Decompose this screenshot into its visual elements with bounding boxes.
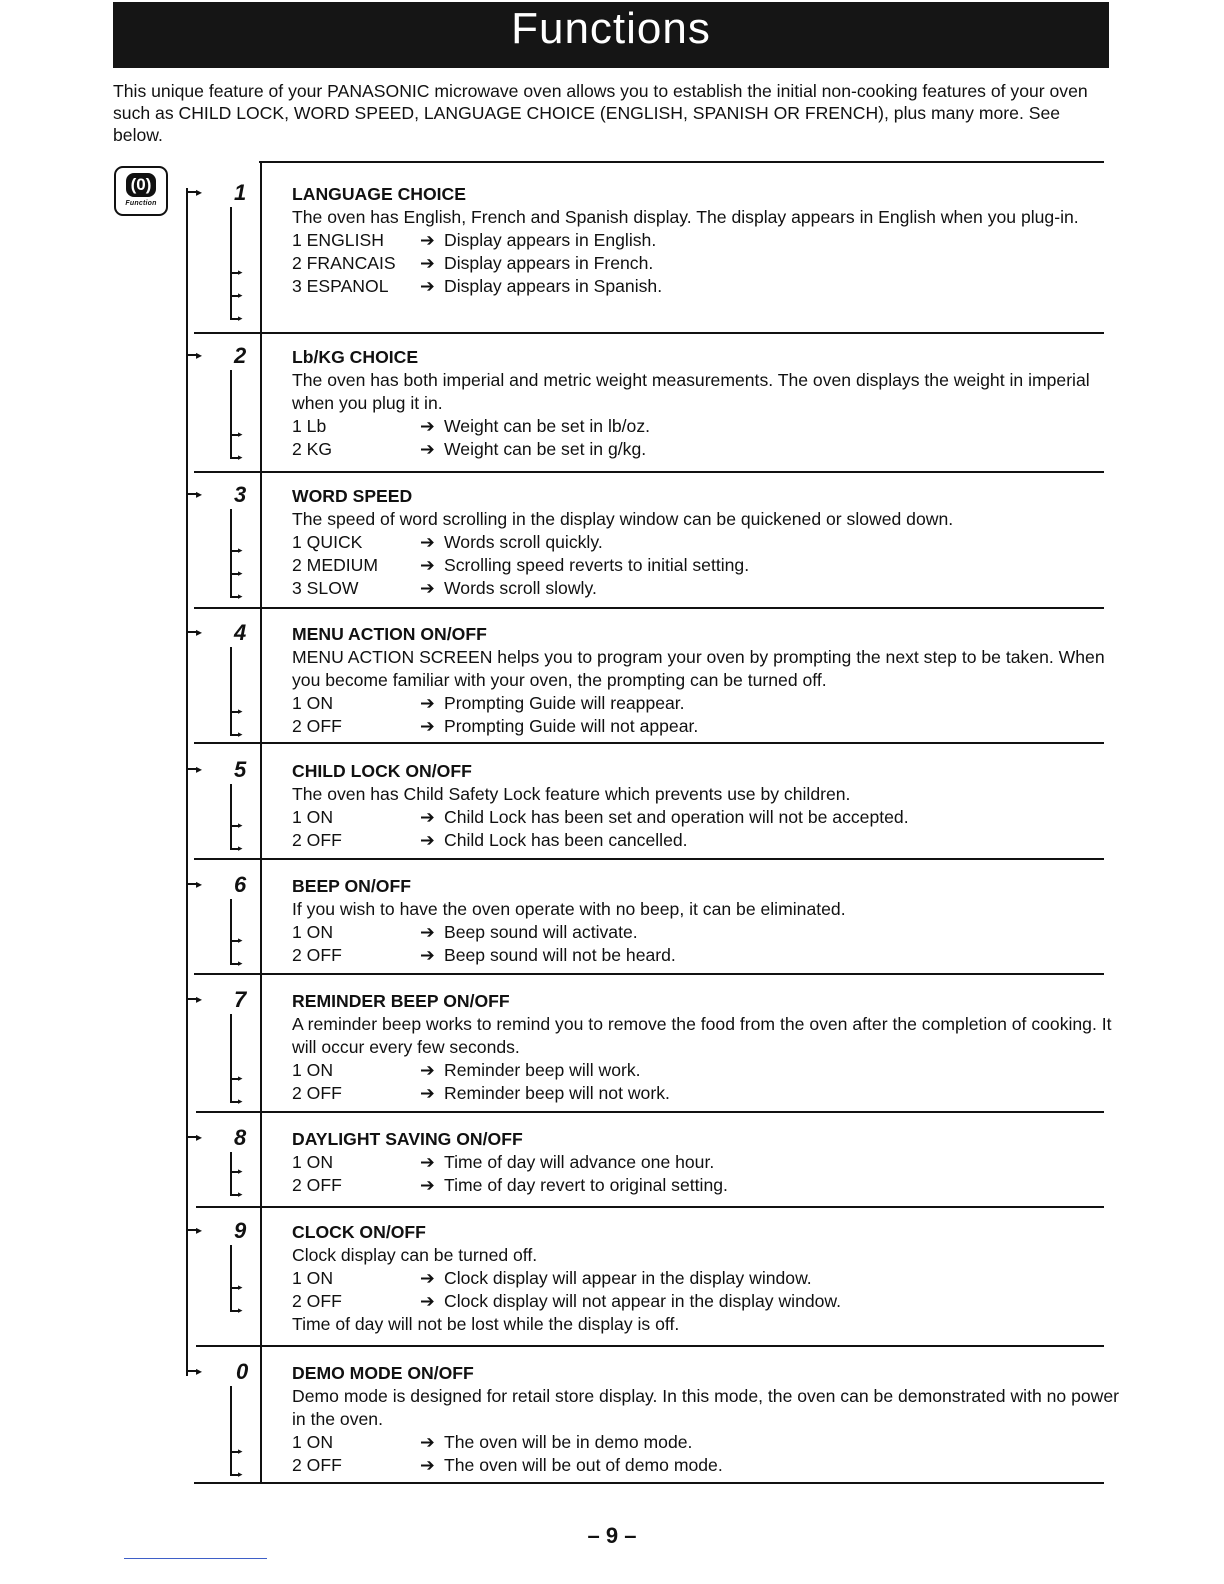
- section-description: The oven has English, French and Spanish display. The display appears in English when you plug-in.: [292, 207, 1079, 227]
- section-description: The speed of word scrolling in the display window can be quickened or slowed down.: [292, 509, 954, 529]
- section-divider: [194, 742, 1104, 744]
- section-number: 8: [234, 1125, 247, 1150]
- right-arrow-icon: ➔: [420, 922, 435, 942]
- option-row: [292, 944, 1122, 967]
- option-arrow-icon: ▸: [238, 290, 243, 300]
- section-title: Lb/KG CHOICE: [292, 347, 419, 367]
- footer-underline: [124, 1558, 267, 1559]
- option-bracket-line: [230, 509, 232, 598]
- option-bracket-line: [230, 1152, 232, 1196]
- option-name: 1 ON: [292, 1060, 334, 1080]
- option-result: Beep sound will activate.: [444, 922, 638, 942]
- right-arrow-icon: ➔: [420, 276, 435, 296]
- option-name: 1 ON: [292, 1152, 334, 1172]
- option-row: [292, 577, 1122, 600]
- option-row: [292, 438, 1122, 461]
- function-section-5: [292, 760, 1122, 852]
- option-arrow-icon: ▸: [238, 820, 243, 830]
- branch-arrow-icon: ▸: [196, 1364, 203, 1378]
- option-arrow-icon: ▸: [238, 843, 243, 853]
- branch-arrow-icon: ▸: [196, 762, 203, 776]
- option-arrow-icon: ▸: [238, 935, 243, 945]
- option-result: Words scroll slowly.: [444, 578, 597, 598]
- right-arrow-icon: ➔: [420, 693, 435, 713]
- option-name: 2 MEDIUM: [292, 555, 379, 575]
- option-name: 3 ESPANOL: [292, 276, 389, 296]
- branch-arrow-icon: ▸: [196, 185, 203, 199]
- right-arrow-icon: ➔: [420, 253, 435, 273]
- section-description: A reminder beep works to remind you to remove the food from the oven after the completion of cooking. It will occur every few seconds.: [292, 1014, 1112, 1057]
- option-name: 1 ENGLISH: [292, 230, 384, 250]
- right-arrow-icon: ➔: [420, 416, 435, 436]
- section-divider: [194, 471, 1104, 473]
- option-row: [292, 531, 1122, 554]
- section-divider: [196, 1111, 1104, 1113]
- branch-arrow-icon: ▸: [196, 992, 203, 1006]
- option-arrow-icon: ▸: [238, 313, 243, 323]
- option-name: 1 ON: [292, 1432, 334, 1452]
- section-divider: [194, 858, 1104, 860]
- section-divider: [194, 973, 1104, 975]
- option-result: Clock display will not appear in the display window.: [444, 1291, 842, 1311]
- function-section-2: [292, 346, 1122, 461]
- section-number: 3: [234, 482, 247, 507]
- section-divider: [194, 607, 1104, 609]
- option-arrow-icon: ▸: [238, 1446, 243, 1456]
- option-row: [292, 1151, 1122, 1174]
- function-section-9: [292, 1221, 1122, 1336]
- section-title: DAYLIGHT SAVING ON/OFF: [292, 1129, 523, 1149]
- section-description: The oven has both imperial and metric weight measurements. The oven displays the weight in imperial when you plug it in.: [292, 370, 1090, 413]
- option-result: Display appears in French.: [444, 253, 654, 273]
- option-arrow-icon: ▸: [238, 545, 243, 555]
- section-description: The oven has Child Safety Lock feature which prevents use by children.: [292, 784, 851, 804]
- option-result: Weight can be set in lb/oz.: [444, 416, 651, 436]
- option-name: 2 OFF: [292, 716, 342, 736]
- right-arrow-icon: ➔: [420, 1432, 435, 1452]
- right-arrow-icon: ➔: [420, 555, 435, 575]
- option-row: [292, 715, 1122, 738]
- option-arrow-icon: ▸: [238, 1073, 243, 1083]
- branch-arrow-icon: ▸: [196, 348, 203, 362]
- option-arrow-icon: ▸: [238, 1096, 243, 1106]
- option-row: [292, 1431, 1122, 1454]
- option-bracket-line: [230, 784, 232, 850]
- option-name: 1 ON: [292, 922, 334, 942]
- tree-trunk-line: [186, 188, 188, 1376]
- option-result: Prompting Guide will not appear.: [444, 716, 699, 736]
- section-description: MENU ACTION SCREEN helps you to program your oven by prompting the next step to be taken. When you become familiar with your oven, the prompting can be turned off.: [292, 647, 1105, 690]
- option-name: 2 OFF: [292, 1083, 342, 1103]
- function-key-glyph: (0): [126, 173, 156, 197]
- function-key-caption: Function: [125, 200, 157, 207]
- option-row: [292, 806, 1122, 829]
- page-title: Functions: [113, 2, 1109, 68]
- option-row: [292, 1267, 1122, 1290]
- option-arrow-icon: ▸: [238, 267, 243, 277]
- section-number: 4: [234, 620, 247, 645]
- section-divider: [194, 332, 1104, 334]
- right-arrow-icon: ➔: [420, 1083, 435, 1103]
- option-arrow-icon: ▸: [238, 1282, 243, 1292]
- option-arrow-icon: ▸: [238, 1469, 243, 1479]
- section-title: DEMO MODE ON/OFF: [292, 1363, 474, 1383]
- option-result: Time of day will advance one hour.: [444, 1152, 715, 1172]
- right-arrow-icon: ➔: [420, 1455, 435, 1475]
- section-divider: [196, 1345, 1104, 1347]
- option-bracket-line: [230, 899, 232, 965]
- option-row: [292, 1290, 1122, 1313]
- option-name: 1 ON: [292, 693, 334, 713]
- function-section-1: [292, 183, 1122, 298]
- option-row: [292, 554, 1122, 577]
- branch-arrow-icon: ▸: [196, 1223, 203, 1237]
- section-title: CHILD LOCK ON/OFF: [292, 761, 472, 781]
- option-bracket-line: [230, 1386, 232, 1476]
- option-bracket-line: [230, 1014, 232, 1103]
- right-arrow-icon: ➔: [420, 1268, 435, 1288]
- option-name: 2 FRANCAIS: [292, 253, 396, 273]
- option-result: Weight can be set in g/kg.: [444, 439, 647, 459]
- option-name: 1 ON: [292, 1268, 334, 1288]
- option-row: [292, 229, 1122, 252]
- section-number: 6: [234, 872, 247, 897]
- section-title: LANGUAGE CHOICE: [292, 184, 466, 204]
- option-arrow-icon: ▸: [238, 706, 243, 716]
- function-section-3: [292, 485, 1122, 600]
- option-bracket-line: [230, 207, 232, 320]
- option-result: Reminder beep will not work.: [444, 1083, 670, 1103]
- section-number: 0: [236, 1359, 249, 1384]
- top-rule: [259, 161, 1104, 163]
- section-description: Clock display can be turned off.: [292, 1245, 538, 1265]
- right-arrow-icon: ➔: [420, 830, 435, 850]
- option-result: Child Lock has been cancelled.: [444, 830, 688, 850]
- function-section-6: [292, 875, 1122, 967]
- option-row: [292, 415, 1122, 438]
- branch-arrow-icon: ▸: [196, 487, 203, 501]
- option-result: Words scroll quickly.: [444, 532, 603, 552]
- option-name: 2 OFF: [292, 945, 342, 965]
- option-row: [292, 1059, 1122, 1082]
- right-arrow-icon: ➔: [420, 532, 435, 552]
- branch-arrow-icon: ▸: [196, 1130, 203, 1144]
- option-row: [292, 1082, 1122, 1105]
- section-title: WORD SPEED: [292, 486, 413, 506]
- option-result: The oven will be out of demo mode.: [444, 1455, 723, 1475]
- option-arrow-icon: ▸: [238, 958, 243, 968]
- section-number: 2: [234, 343, 247, 368]
- option-result: Prompting Guide will reappear.: [444, 693, 685, 713]
- right-arrow-icon: ➔: [420, 716, 435, 736]
- option-result: The oven will be in demo mode.: [444, 1432, 693, 1452]
- option-bracket-line: [230, 370, 232, 459]
- section-divider: [196, 1206, 1104, 1208]
- option-result: Time of day revert to original setting.: [444, 1175, 728, 1195]
- option-arrow-icon: ▸: [238, 452, 243, 462]
- option-arrow-icon: ▸: [238, 1189, 243, 1199]
- section-number: 5: [234, 757, 247, 782]
- right-arrow-icon: ➔: [420, 1175, 435, 1195]
- right-arrow-icon: ➔: [420, 1291, 435, 1311]
- right-arrow-icon: ➔: [420, 578, 435, 598]
- option-result: Beep sound will not be heard.: [444, 945, 676, 965]
- option-row: [292, 921, 1122, 944]
- section-number: 9: [234, 1218, 247, 1243]
- right-arrow-icon: ➔: [420, 1152, 435, 1172]
- option-name: 2 OFF: [292, 1291, 342, 1311]
- option-name: 2 OFF: [292, 1175, 342, 1195]
- section-title: REMINDER BEEP ON/OFF: [292, 991, 510, 1011]
- option-bracket-line: [230, 1245, 232, 1312]
- option-name: 1 ON: [292, 807, 334, 827]
- option-result: Scrolling speed reverts to initial setting.: [444, 555, 750, 575]
- option-result: Reminder beep will work.: [444, 1060, 641, 1080]
- right-arrow-icon: ➔: [420, 230, 435, 250]
- function-section-4: [292, 623, 1122, 738]
- bottom-rule: [194, 1482, 1104, 1484]
- branch-arrow-icon: ▸: [196, 625, 203, 639]
- option-result: Display appears in English.: [444, 230, 657, 250]
- section-title: BEEP ON/OFF: [292, 876, 411, 896]
- column-divider-line: [260, 162, 262, 1484]
- option-row: [292, 692, 1122, 715]
- option-arrow-icon: ▸: [238, 591, 243, 601]
- section-note: Time of day will not be lost while the display is off.: [292, 1314, 680, 1334]
- option-row: [292, 275, 1122, 298]
- option-arrow-icon: ▸: [238, 1166, 243, 1176]
- option-result: Display appears in Spanish.: [444, 276, 663, 296]
- option-arrow-icon: ▸: [238, 1305, 243, 1315]
- function-section-7: [292, 990, 1122, 1105]
- right-arrow-icon: ➔: [420, 439, 435, 459]
- function-section-0: [292, 1362, 1122, 1477]
- right-arrow-icon: ➔: [420, 807, 435, 827]
- option-row: [292, 1454, 1122, 1477]
- page-number: – 9 –: [587, 1523, 637, 1548]
- option-name: 1 Lb: [292, 416, 327, 436]
- function-section-8: [292, 1128, 1122, 1197]
- function-key-icon: [114, 166, 168, 216]
- section-description: Demo mode is designed for retail store display. In this mode, the oven can be demonstrated with no power in the oven.: [292, 1386, 1120, 1429]
- option-arrow-icon: ▸: [238, 429, 243, 439]
- option-row: [292, 252, 1122, 275]
- section-number: 7: [234, 987, 247, 1012]
- option-name: 1 QUICK: [292, 532, 363, 552]
- right-arrow-icon: ➔: [420, 945, 435, 965]
- section-title: CLOCK ON/OFF: [292, 1222, 426, 1242]
- option-row: [292, 829, 1122, 852]
- option-result: Clock display will appear in the display window.: [444, 1268, 812, 1288]
- option-name: 2 OFF: [292, 830, 342, 850]
- option-row: [292, 1174, 1122, 1197]
- branch-arrow-icon: ▸: [196, 877, 203, 891]
- option-name: 2 OFF: [292, 1455, 342, 1475]
- intro-paragraph: This unique feature of your PANASONIC microwave oven allows you to establish the initial non-cooking features of your oven such as CHILD LOCK, WORD SPEED, LANGUAGE CHOICE (ENGLISH, SPANISH OR FRENCH), plus many more. See below.: [113, 81, 1088, 145]
- option-arrow-icon: ▸: [238, 568, 243, 578]
- option-result: Child Lock has been set and operation will not be accepted.: [444, 807, 909, 827]
- option-name: 2 KG: [292, 439, 333, 459]
- section-number: 1: [234, 180, 247, 205]
- section-description: If you wish to have the oven operate with no beep, it can be eliminated.: [292, 899, 846, 919]
- option-name: 3 SLOW: [292, 578, 359, 598]
- option-arrow-icon: ▸: [238, 729, 243, 739]
- option-bracket-line: [230, 647, 232, 736]
- section-title: MENU ACTION ON/OFF: [292, 624, 487, 644]
- right-arrow-icon: ➔: [420, 1060, 435, 1080]
